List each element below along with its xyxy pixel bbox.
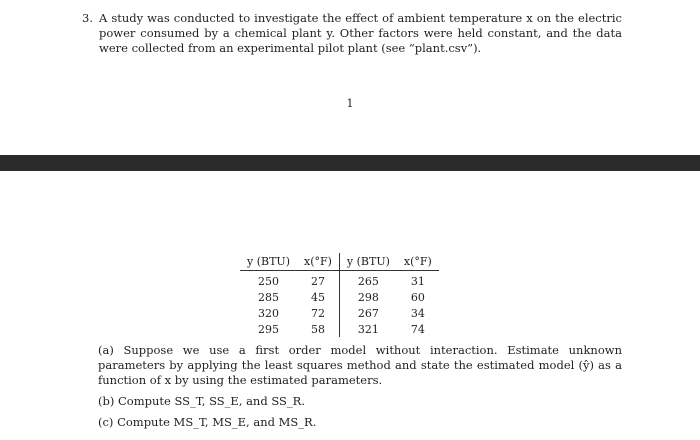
table-row xyxy=(240,321,439,337)
part-b: (b) Compute SS_T, SS_E, and SS_R. xyxy=(98,394,305,408)
header-x-1: x(°F) xyxy=(297,253,339,271)
table-cell: 295 xyxy=(258,322,279,336)
problem-text: A study was conducted to investigate the effect of ambient temperature x on the electric power consumed by a chemical plant y. Other factors were held constant, and the data were collected from an experimental pilot plant (see “plant.csv”). xyxy=(99,11,622,55)
table-cell: 60 xyxy=(410,290,425,304)
part-c: (c) Compute MS_T, MS_E, and MS_R. xyxy=(98,415,317,429)
table-cell: 265 xyxy=(357,274,379,288)
table-cell: 267 xyxy=(357,306,379,320)
page-break-bar xyxy=(0,155,700,171)
table-cell: 250 xyxy=(258,274,279,288)
header-y-1: y (BTU) xyxy=(240,253,297,271)
table-cell: 285 xyxy=(258,290,279,304)
table-cell: 31 xyxy=(410,274,425,288)
question-parts xyxy=(98,343,622,436)
table-cell: 320 xyxy=(258,306,279,320)
table-cell: 321 xyxy=(357,322,379,336)
data-table xyxy=(240,253,439,337)
table-row xyxy=(240,305,439,321)
problem-statement xyxy=(82,11,622,56)
problem-number: 3. xyxy=(82,11,93,25)
page-top xyxy=(0,0,700,155)
table-cell: 58 xyxy=(297,321,339,337)
header-x-2: x(°F) xyxy=(397,253,439,271)
table-row xyxy=(240,289,439,305)
table-cell: 34 xyxy=(410,306,425,320)
table-cell: 27 xyxy=(297,271,339,290)
table-cell: 74 xyxy=(410,322,425,336)
part-a: (a) Suppose we use a first order model without interaction. Estimate unknown parameters by applying the least squares method and state the estimated model (ŷ) as a function of x by using the estimated parameters. xyxy=(98,343,622,387)
table-header-row xyxy=(240,253,439,271)
table-cell: 72 xyxy=(297,305,339,321)
table-row xyxy=(240,271,439,290)
page-number: 1 xyxy=(346,97,354,110)
table-cell: 45 xyxy=(297,289,339,305)
header-y-2: y (BTU) xyxy=(339,253,397,271)
table-cell: 298 xyxy=(357,290,379,304)
